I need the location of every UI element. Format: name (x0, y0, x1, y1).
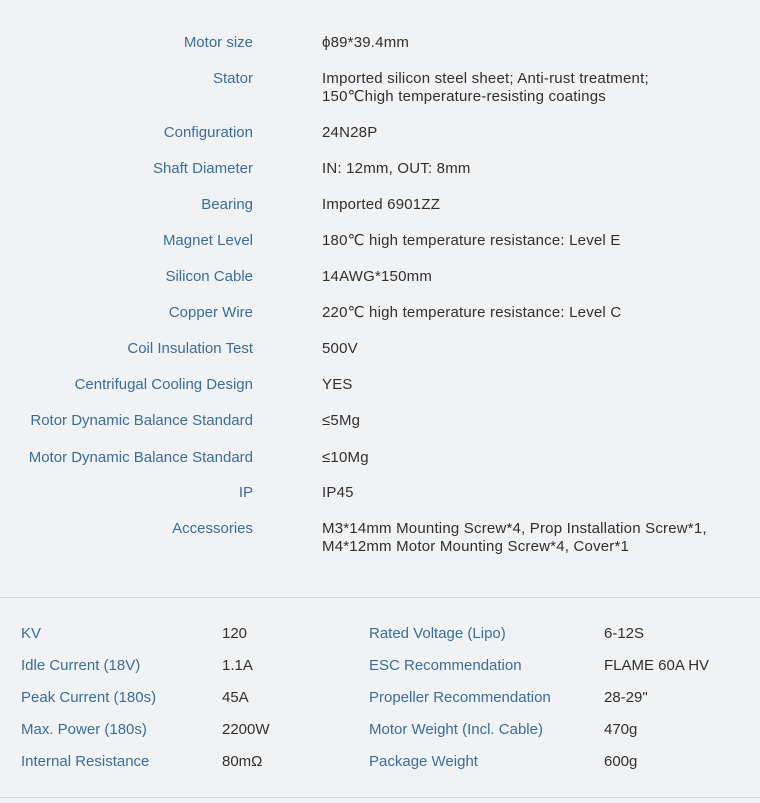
spec-label: Copper Wire (168, 304, 253, 321)
param-left-value: 2200W (222, 721, 270, 738)
spec-value (322, 70, 760, 106)
spec-value-line: M4*12mm Motor Mounting Screw*4, Cover*1 (322, 538, 630, 555)
param-right-value: 28-29" (604, 689, 648, 706)
spec-label: Coil Insulation Test (127, 340, 253, 357)
param-right-value: 6-12S (604, 625, 645, 642)
spec-value-line: IP45 (322, 484, 354, 501)
spec-label: Configuration (163, 124, 253, 141)
param-left-value: 45A (222, 689, 249, 706)
spec-label: Motor Dynamic Balance Standard (28, 449, 253, 466)
spec-value (322, 484, 760, 502)
spec-value (322, 160, 760, 178)
spec-value (322, 124, 760, 142)
param-right-label: Motor Weight (Incl. Cable) (369, 721, 543, 738)
spec-value-line: M3*14mm Mounting Screw*4, Prop Installation Screw*1, (322, 520, 707, 537)
param-left-value: 1.1A (222, 657, 253, 674)
spec-value-line: YES (322, 376, 353, 393)
spec-label: Accessories (172, 520, 253, 537)
spec-value-line: 180℃ high temperature resistance: Level E (322, 232, 621, 249)
spec-label: Stator (212, 70, 253, 87)
spec-value-line: IN: 12mm, OUT: 8mm (322, 160, 471, 177)
spec-label: IP (238, 484, 253, 501)
spec-label: Motor size (183, 34, 253, 51)
spec-value (322, 340, 760, 358)
spec-value-line: 14AWG*150mm (322, 268, 433, 285)
param-left-value: 80mΩ (222, 753, 263, 770)
spec-value-line: 24N28P (322, 124, 378, 141)
spec-value (322, 449, 760, 467)
spec-value (322, 376, 760, 394)
param-right-label: Propeller Recommendation (369, 689, 551, 706)
spec-value (322, 520, 760, 556)
spec-label: Shaft Diameter (152, 160, 253, 177)
param-left-value: 120 (222, 625, 248, 642)
spec-value-line: Imported silicon steel sheet; Anti-rust treatment; (322, 70, 649, 87)
param-right-value: FLAME 60A HV (604, 657, 710, 674)
spec-label: Bearing (201, 196, 253, 213)
param-left-label: Idle Current (18V) (21, 657, 141, 674)
spec-value-line: ϕ89*39.4mm (322, 34, 410, 51)
spec-value (322, 268, 760, 286)
param-right-value: 600g (604, 753, 638, 770)
param-right-label: ESC Recommendation (369, 657, 522, 674)
spec-value-line: Imported 6901ZZ (322, 196, 441, 213)
spec-label: Rotor Dynamic Balance Standard (30, 412, 253, 429)
spec-value-line: 150℃high temperature-resisting coatings (322, 88, 606, 105)
spec-value-line: 220℃ high temperature resistance: Level C (322, 304, 622, 321)
param-right-label: Rated Voltage (Lipo) (369, 625, 506, 642)
spec-value (322, 412, 760, 430)
spec-value (322, 232, 760, 250)
spec-value (322, 196, 760, 214)
spec-value-line: 500V (322, 340, 358, 357)
param-left-label: Max. Power (180s) (21, 721, 147, 738)
spec-value-line: ≤5Mg (322, 412, 361, 429)
spec-value (322, 304, 760, 322)
param-right-label: Package Weight (369, 753, 478, 770)
param-left-label: Internal Resistance (21, 753, 150, 770)
section-divider (0, 597, 760, 598)
param-left-label: Peak Current (180s) (21, 689, 157, 706)
param-right-value: 470g (604, 721, 638, 738)
bottom-divider (0, 797, 760, 798)
spec-label: Silicon Cable (165, 268, 253, 285)
spec-value-line: ≤10Mg (322, 449, 369, 466)
spec-value (322, 34, 760, 52)
spec-label: Centrifugal Cooling Design (74, 376, 253, 393)
param-left-label: KV (21, 625, 42, 642)
spec-label: Magnet Level (162, 232, 253, 249)
